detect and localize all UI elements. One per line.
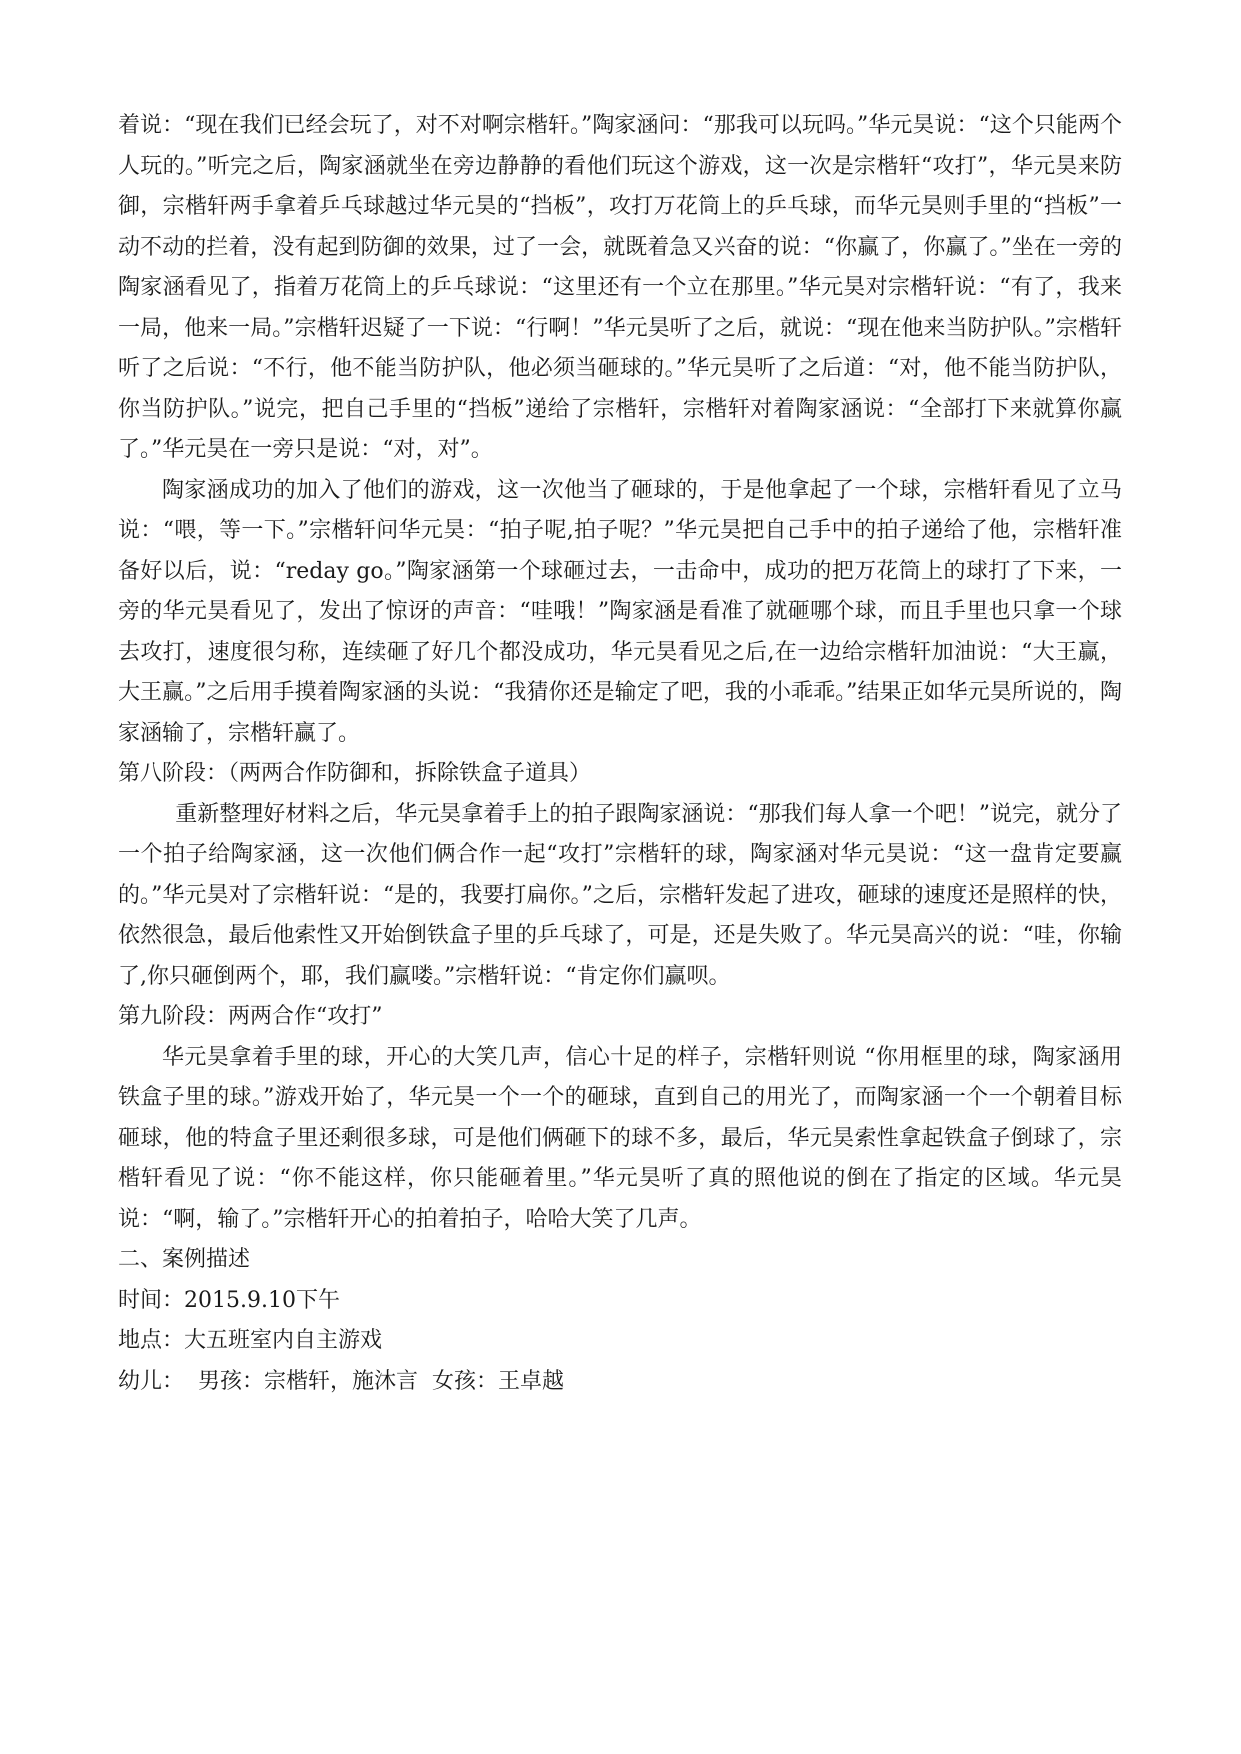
paragraph-stage-9-body: 华元昊拿着手里的球，开心的大笑几声，信心十足的样子，宗楷轩则说 “你用框里的球，陶家涵用铁盒子里的球。”游戏开始了，华元昊一个一个的砸球，直到自己的用光了，而陶家涵一个一个朝着目标砸球，他的特盒子里还剩很多球，可是他们俩砸下的球不多，最后，华元昊索性拿起铁盒子倒球了，宗楷轩看见了说：“你不能这样，你只能砸着里。”华元昊听了真的照他说的倒在了指定的区域。华元昊说：“啊，输了。”宗楷轩开心的拍着拍子，哈哈大笑了几声。	[118, 1044, 1122, 1232]
paragraph-tao-joins-game: 陶家涵成功的加入了他们的游戏，这一次他当了砸球的，于是他拿起了一个球，宗楷轩看见了立马说：“喂，等一下。”宗楷轩问华元昊：“拍子呢,拍子呢？”华元昊把自己手中的拍子递给了他，宗楷轩准备好以后，说：“reday go。”陶家涵第一个球砸过去，一击命中，成功的把万花筒上的球打了下来，一旁的华元昊看见了，发出了惊讶的声音：“哇哦！”陶家涵是看准了就砸哪个球，而且手里也只拿一个球去攻打，速度很匀称，连续砸了好几个都没成功，华元昊看见之后,在一边给宗楷轩加油说：“大王赢，大王赢。”之后用手摸着陶家涵的头说：“我猜你还是输定了吧，我的小乖乖。”结果正如华元昊所说的，陶家涵输了，宗楷轩赢了。	[118, 477, 1122, 746]
case-children: 幼儿： 男孩：宗楷轩，施沐言 女孩：王卓越	[118, 1368, 564, 1394]
case-time: 时间：2015.9.10下午	[118, 1287, 340, 1313]
paragraph-stage7-continued: 着说：“现在我们已经会玩了，对不对啊宗楷轩。”陶家涵问：“那我可以玩吗。”华元昊说：“这个只能两个人玩的。”听完之后，陶家涵就坐在旁边静静的看他们玩这个游戏，这一次是宗楷轩“攻打”，华元昊来防御，宗楷轩两手拿着乒乓球越过华元昊的“挡板”，攻打万花筒上的乒乓球，而华元昊则手里的“挡板”一动不动的拦着，没有起到防御的效果，过了一会，就既着急又兴奋的说：“你赢了，你赢了。”坐在一旁的陶家涵看见了，指着万花筒上的乒乓球说：“这里还有一个立在那里。”华元昊对宗楷轩说：“有了，我来一局，他来一局。”宗楷轩迟疑了一下说：“行啊！”华元昊听了之后，就说：“现在他来当防护队。”宗楷轩听了之后说：“不行，他不能当防护队，他必须当砸球的。”华元昊听了之后道：“对，他不能当防护队，你当防护队。”说完，把自己手里的“挡板”递给了宗楷轩，宗楷轩对着陶家涵说：“全部打下来就算你赢了。”华元昊在一旁只是说：“对，对”。	[118, 113, 1122, 462]
section-heading-case-description: 二、案例描述	[118, 1247, 251, 1272]
document-body	[118, 106, 1122, 1402]
section-heading-stage-8: 第八阶段：（两两合作防御和，拆除铁盒子道具）	[118, 761, 592, 786]
paragraph-stage-8-body: 重新整理好材料之后，华元昊拿着手上的拍子跟陶家涵说：“那我们每人拿一个吧！”说完，就分了一个拍子给陶家涵，这一次他们俩合作一起“攻打”宗楷轩的球，陶家涵对华元昊说：“这一盘肯定要赢的。”华元昊对了宗楷轩说：“是的，我要打扁你。”之后，宗楷轩发起了进攻，砸球的速度还是照样的快，依然很急，最后他索性又开始倒铁盒子里的乒乓球了，可是，还是失败了。华元昊高兴的说：“哇，你输了,你只砸倒两个，耶，我们赢喽。”宗楷轩说：“肯定你们赢呗。	[118, 801, 1122, 989]
case-location: 地点：大五班室内自主游戏	[118, 1328, 383, 1353]
section-heading-stage-9: 第九阶段：两两合作“攻打”	[118, 1004, 383, 1029]
